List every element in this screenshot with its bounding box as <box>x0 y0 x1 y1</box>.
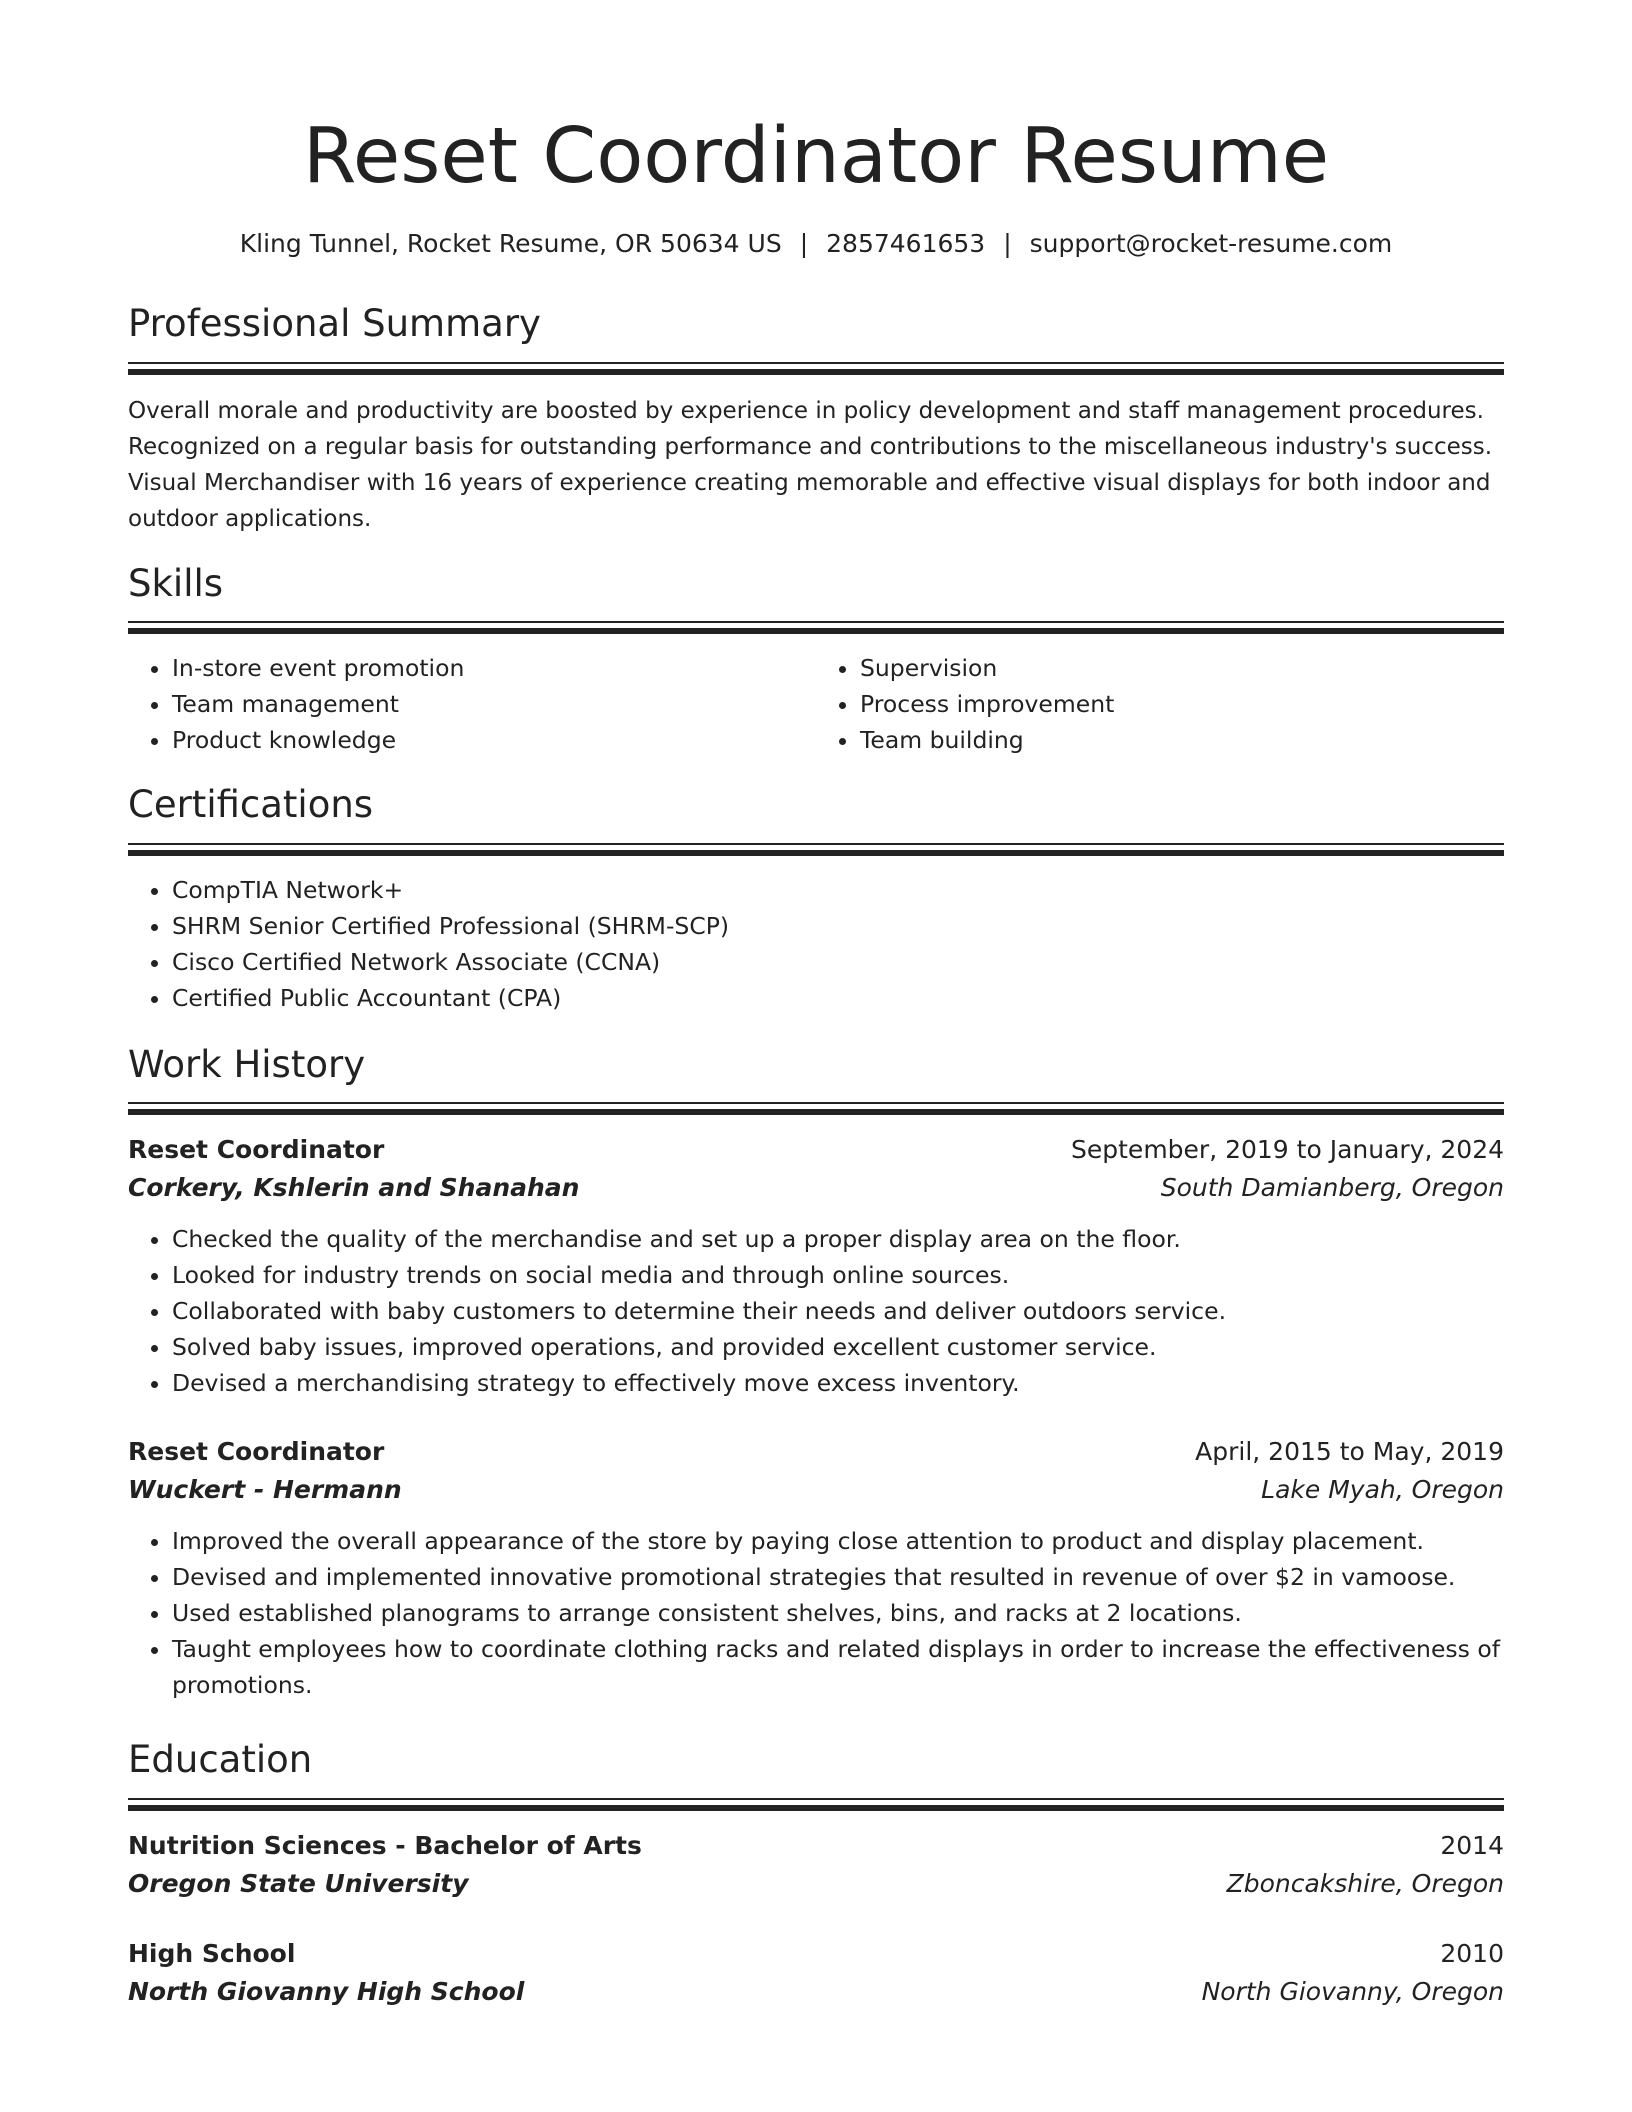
education-subheader <box>128 1865 1504 1903</box>
job-title: Reset Coordinator <box>128 1135 385 1165</box>
job-bullet: • Improved the overall appearance of the store by paying close attention to product and display placement. <box>172 1523 1504 1559</box>
section-divider <box>128 362 1504 375</box>
job-bullet: • Solved baby issues, improved operations, and provided excellent customer service. <box>172 1329 1504 1365</box>
section-divider <box>128 1102 1504 1115</box>
job-bullet: • Used established planograms to arrange consistent shelves, bins, and racks at 2 locations. <box>172 1595 1504 1631</box>
certifications-list <box>128 872 1504 1016</box>
contact-line <box>128 229 1504 259</box>
job-bullets <box>128 1523 1504 1703</box>
job-bullet: • Looked for industry trends on social media and through online sources. <box>172 1257 1504 1293</box>
skill-item: • Team building <box>860 722 1504 758</box>
contact-separator: | <box>799 229 809 258</box>
education-section <box>128 1739 1504 2011</box>
certification-item: • SHRM Senior Certified Professional (SHRM-SCP) <box>172 908 1504 944</box>
job-bullet: • Taught employees how to coordinate clothing racks and related displays in order to increase the effectiveness of promotions. <box>172 1631 1504 1703</box>
education-location: North Giovanny, Oregon <box>1201 1976 1504 2006</box>
education-degree: Nutrition Sciences - Bachelor of Arts <box>128 1830 642 1860</box>
contact-phone: 2857461653 <box>826 229 986 258</box>
education-header <box>128 1827 1504 1865</box>
education-header <box>128 1935 1504 1973</box>
job-entry <box>128 1131 1504 1401</box>
skill-item: • Product knowledge <box>172 722 816 758</box>
education-degree: High School <box>128 1938 296 1968</box>
education-location: Zboncakshire, Oregon <box>1226 1868 1504 1898</box>
job-company: Corkery, Kshlerin and Shanahan <box>128 1173 580 1203</box>
skill-item: • Process improvement <box>860 686 1504 722</box>
section-divider <box>128 843 1504 856</box>
section-heading-work: Work History <box>128 1042 366 1086</box>
job-header <box>128 1433 1504 1471</box>
section-heading-certifications: Certifications <box>128 783 374 827</box>
education-subheader <box>128 1973 1504 2011</box>
job-location: South Damianberg, Oregon <box>1160 1173 1504 1203</box>
job-dates: September, 2019 to January, 2024 <box>1071 1135 1504 1165</box>
job-bullet: • Checked the quality of the merchandise and set up a proper display area on the floor. <box>172 1221 1504 1257</box>
job-entry <box>128 1433 1504 1703</box>
skills-list-left <box>128 650 816 758</box>
certification-item: • Certified Public Accountant (CPA) <box>172 980 1504 1016</box>
section-heading-skills: Skills <box>128 561 224 605</box>
contact-email: support@rocket-resume.com <box>1029 229 1393 258</box>
job-location: Lake Myah, Oregon <box>1261 1475 1504 1505</box>
skills-grid <box>128 650 1504 758</box>
certification-item: • CompTIA Network+ <box>172 872 1504 908</box>
section-heading-education: Education <box>128 1738 313 1782</box>
work-history-section <box>128 1044 1504 1704</box>
job-company: Wuckert - Hermann <box>128 1475 402 1505</box>
job-subheader <box>128 1471 1504 1509</box>
summary-text: Overall morale and productivity are boosted by experience in policy development and staff management procedures. Recognized on a regular basis for outstanding performance and contributions to the miscellaneous industry's success. Visual Merchandiser with 16 years of experience creating memorable and effective visual displays for both indoor and outdoor applications. <box>128 397 1493 532</box>
job-dates: April, 2015 to May, 2019 <box>1195 1437 1504 1467</box>
contact-separator: | <box>1003 229 1012 258</box>
skills-list-right <box>816 650 1504 758</box>
section-divider <box>128 621 1504 634</box>
education-year: 2014 <box>1440 1830 1504 1860</box>
job-title: Reset Coordinator <box>128 1437 385 1467</box>
job-bullet: • Devised and implemented innovative promotional strategies that resulted in revenue of over $2 in vamoose. <box>172 1559 1504 1595</box>
contact-address: Kling Tunnel, Rocket Resume, OR 50634 US <box>239 229 782 258</box>
skill-item: • In-store event promotion <box>172 650 816 686</box>
education-entry <box>128 1935 1504 2011</box>
section-divider <box>128 1798 1504 1811</box>
section-heading-summary: Professional Summary <box>128 302 541 345</box>
job-bullets <box>128 1221 1504 1401</box>
certifications-section <box>128 784 1504 1016</box>
job-subheader <box>128 1169 1504 1207</box>
job-bullet: • Collaborated with baby customers to determine their needs and deliver outdoors service. <box>172 1293 1504 1329</box>
summary-section <box>128 303 1504 537</box>
skill-item: • Team management <box>172 686 816 722</box>
education-entry <box>128 1827 1504 1903</box>
job-header <box>128 1131 1504 1169</box>
education-year: 2010 <box>1440 1938 1504 1968</box>
education-school: North Giovanny High School <box>128 1976 525 2006</box>
resume-title: Reset Coordinator Resume <box>302 112 1330 201</box>
skill-item: • Supervision <box>860 650 1504 686</box>
job-bullet: • Devised a merchandising strategy to effectively move excess inventory. <box>172 1365 1504 1401</box>
education-school: Oregon State University <box>128 1868 469 1898</box>
certification-item: • Cisco Certified Network Associate (CCNA) <box>172 944 1504 980</box>
skills-section <box>128 563 1504 759</box>
